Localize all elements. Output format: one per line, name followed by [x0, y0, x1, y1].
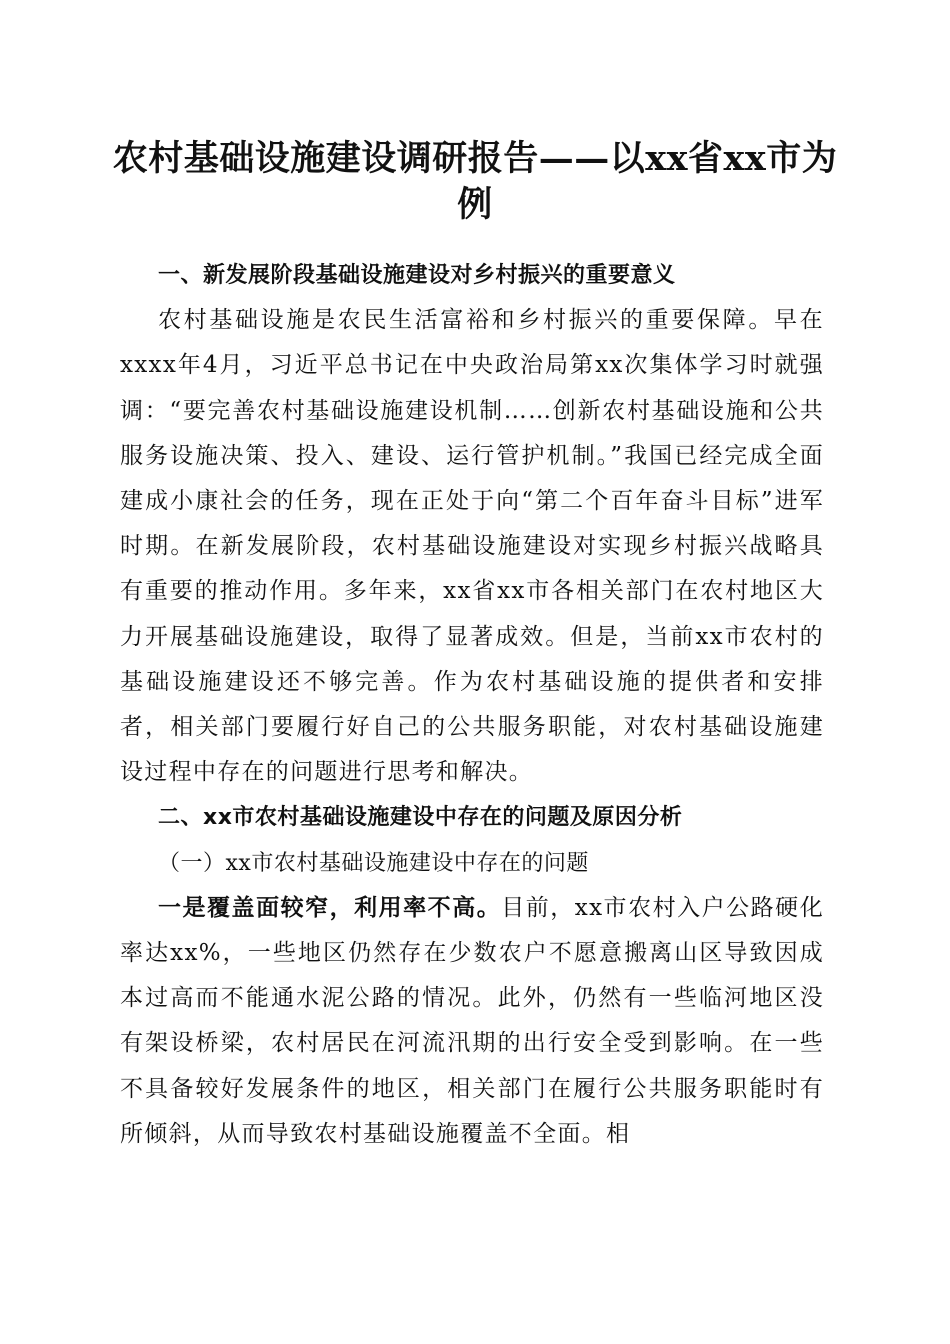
subsection-heading-1: （一）xx市农村基础设施建设中存在的问题: [158, 850, 589, 876]
paragraph-lead: 一是覆盖面较窄，利用率不高。: [158, 894, 502, 921]
paragraph-text: 目前，xx市农村入户公路硬化率达xx%，一些地区仍然存在少数农户不愿意搬离山区导致因成本过高而不能通水泥公路的情况。此外，仍然有一些临河地区没有架设桥梁，农村居民在河流汛期的出行安全受到影响。在一些不具备较好发展条件的地区，相关部门在履行公共服务职能时有所倾斜，从而导致农村基础设施覆盖不全面。相: [120, 894, 824, 1147]
section-1-paragraph: 农村基础设施是农民生活富裕和乡村振兴的重要保障。早在xxxx年4月，习近平总书记在中央政治局第xx次集体学习时就强调：“要完善农村基础设施建设机制……创新农村基础设施和公共服务设施决策、投入、建设、运行管护机制。”我国已经完成全面建成小康社会的任务，现在正处于向“第二个百年奋斗目标”进军时期。在新发展阶段，农村基础设施建设对实现乡村振兴战略具有重要的推动作用。多年来，xx省xx市各相关部门在农村地区大力开展基础设施建设，取得了显著成效。但是，当前xx市农村的基础设施建设还不够完善。作为农村基础设施的提供者和安排者，相关部门要履行好自己的公共服务职能，对农村基础设施建设过程中存在的问题进行思考和解决。: [120, 307, 824, 786]
section-2-paragraph: [120, 886, 824, 1157]
section-heading-1: 一、新发展阶段基础设施建设对乡村振兴的重要意义: [158, 263, 676, 288]
document-body: [120, 253, 824, 1157]
section-heading-2: 二、xx市农村基础设施建设中存在的问题及原因分析: [158, 805, 683, 831]
document-title: 农村基础设施建设调研报告——以xx省xx市为例: [112, 138, 838, 225]
